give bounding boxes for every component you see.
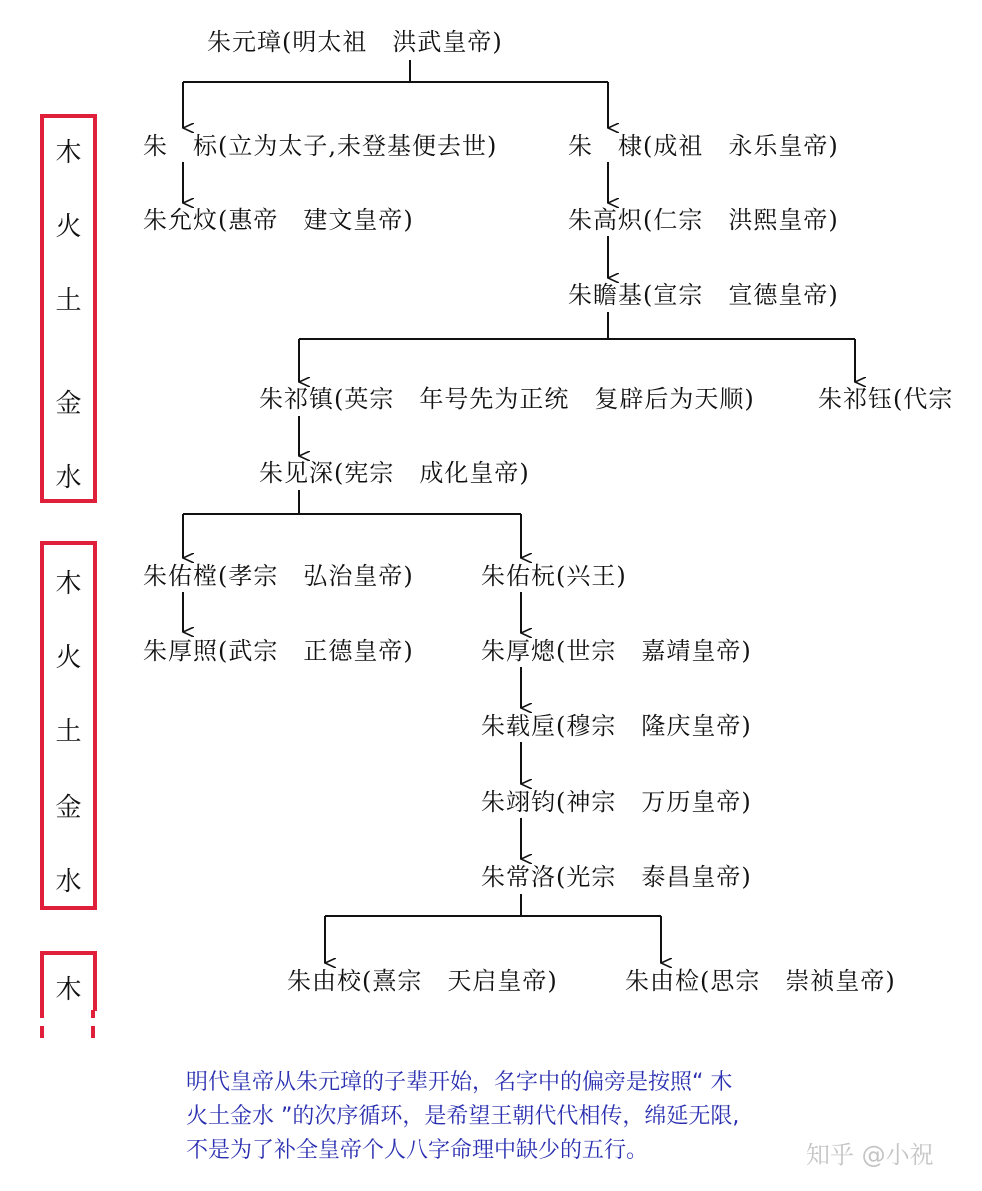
element-cycle-box-2 [40,541,97,910]
explanation-caption [186,1066,866,1168]
element-water: 水 [55,463,82,493]
caption-line-3: 不是为了补全皇帝个人八字命理中缺少的五行。 [186,1138,649,1163]
element-metal: 金 [55,389,82,419]
node-zhu-biao: 朱 标(立为太子,未登基便去世) [143,132,498,160]
node-zhu-zaihou: 朱载垕(穆宗 隆庆皇帝) [481,712,752,740]
node-zhu-youyuan: 朱佑杬(兴王) [481,562,627,590]
element-wood: 木 [55,975,82,1005]
node-zhu-jianshen: 朱见深(宪宗 成化皇帝) [259,459,530,487]
element-earth: 土 [55,717,82,747]
caption-line-1: 明代皇帝从朱元璋的子辈开始，名字中的偏旁是按照“ 木 [186,1070,733,1095]
element-wood: 木 [55,569,82,599]
element-fire: 火 [55,643,82,673]
node-zhu-yunwen: 朱允炆(惠帝 建文皇帝) [143,206,414,234]
caption-line-2: 火土金水 ”的次序循环，是希望王朝代代相传，绵延无限, [186,1104,740,1129]
element-fire: 火 [55,212,82,242]
cycle-continuation-dashes [38,1010,98,1040]
node-zhu-youtang: 朱佑樘(孝宗 弘治皇帝) [143,562,414,590]
node-zhu-qiyu: 朱祁钰(代宗 [818,385,954,413]
node-zhu-gaochi: 朱高炽(仁宗 洪熙皇帝) [568,206,839,234]
element-cycle-box-1 [40,114,97,503]
node-zhu-qizhen: 朱祁镇(英宗 年号先为正统 复辟后为天顺) [259,385,755,413]
node-zhu-yuanzhang: 朱元璋(明太祖 洪武皇帝) [207,28,503,56]
element-metal: 金 [55,793,82,823]
element-water: 水 [55,867,82,897]
element-cycle-box-3 [40,951,97,1011]
element-earth: 土 [55,286,82,316]
node-zhu-di: 朱 棣(成祖 永乐皇帝) [568,132,839,160]
node-zhu-yijun: 朱翊钧(神宗 万历皇帝) [481,788,752,816]
node-zhu-houzhao: 朱厚照(武宗 正德皇帝) [143,637,414,665]
watermark: 知乎 @小祝 [806,1141,934,1169]
node-zhu-youxiao: 朱由校(熹宗 天启皇帝) [287,967,558,995]
node-zhu-zhanji: 朱瞻基(宣宗 宣德皇帝) [568,281,839,309]
element-wood: 木 [55,138,82,168]
node-zhu-youjian: 朱由检(思宗 崇祯皇帝) [625,967,896,995]
node-zhu-changluo: 朱常洛(光宗 泰昌皇帝) [481,863,752,891]
node-zhu-houcong: 朱厚熜(世宗 嘉靖皇帝) [481,637,752,665]
